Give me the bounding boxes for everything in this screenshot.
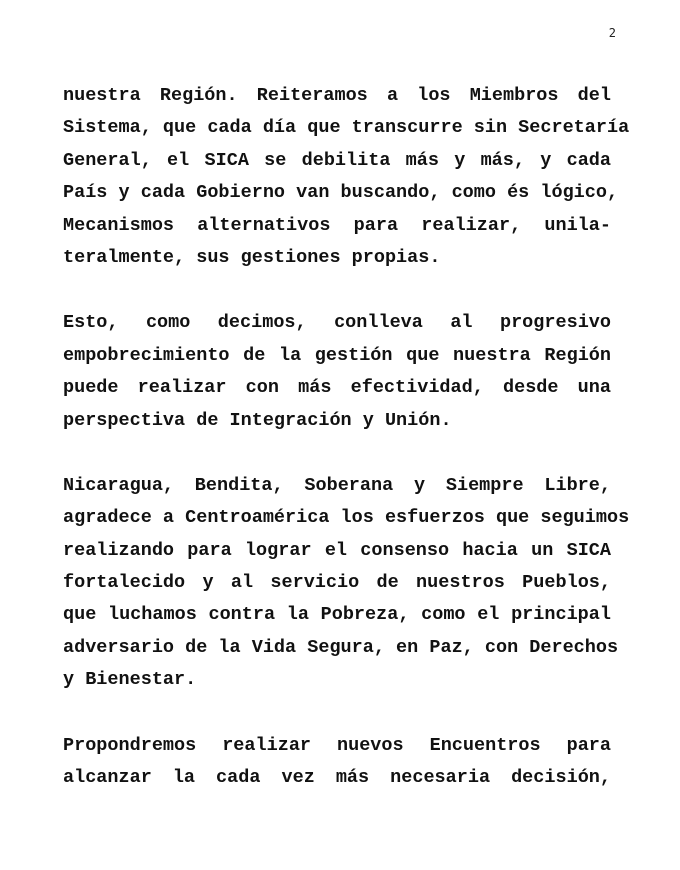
- text-line: Propondremos realizar nuevos Encuentros para: [63, 734, 611, 756]
- paragraph-3: [63, 470, 630, 697]
- text-line: adversario de la Vida Segura, en Paz, con Derechos: [63, 636, 619, 658]
- text-line: teralmente, sus gestiones propias.: [63, 246, 441, 268]
- text-line: General, el SICA se debilita más y más, y cada: [63, 149, 611, 171]
- text-line: País y cada Gobierno van buscando, como és lógico,: [63, 182, 619, 204]
- text-line: realizando para lograr el consenso hacia un SICA: [63, 539, 611, 561]
- text-line: que luchamos contra la Pobreza, como el principal: [63, 604, 611, 626]
- document-body: [63, 80, 630, 827]
- page-number: 2: [608, 26, 616, 40]
- paragraph-4: [63, 730, 611, 795]
- text-line: empobrecimiento de la gestión que nuestra Región: [63, 344, 611, 366]
- text-line: puede realizar con más efectividad, desde una: [63, 377, 611, 399]
- paragraph-1: [63, 80, 630, 274]
- text-line: alcanzar la cada vez más necesaria decisión,: [63, 767, 611, 789]
- text-line: perspectiva de Integración y Unión.: [63, 409, 452, 431]
- paragraph-2: [63, 307, 611, 437]
- text-line: Mecanismos alternativos para realizar, unila-: [63, 214, 611, 236]
- text-line: nuestra Región. Reiteramos a los Miembros del: [63, 85, 611, 106]
- text-line: agradece a Centroamérica los esfuerzos que seguimos: [63, 507, 630, 529]
- text-line: fortalecido y al servicio de nuestros Pueblos,: [63, 572, 611, 594]
- text-line: Esto, como decimos, conlleva al progresivo: [63, 312, 611, 334]
- text-line: Sistema, que cada día que transcurre sin Secretaría: [63, 117, 630, 139]
- text-line: y Bienestar.: [63, 669, 197, 691]
- text-line: Nicaragua, Bendita, Soberana y Siempre Libre,: [63, 474, 611, 496]
